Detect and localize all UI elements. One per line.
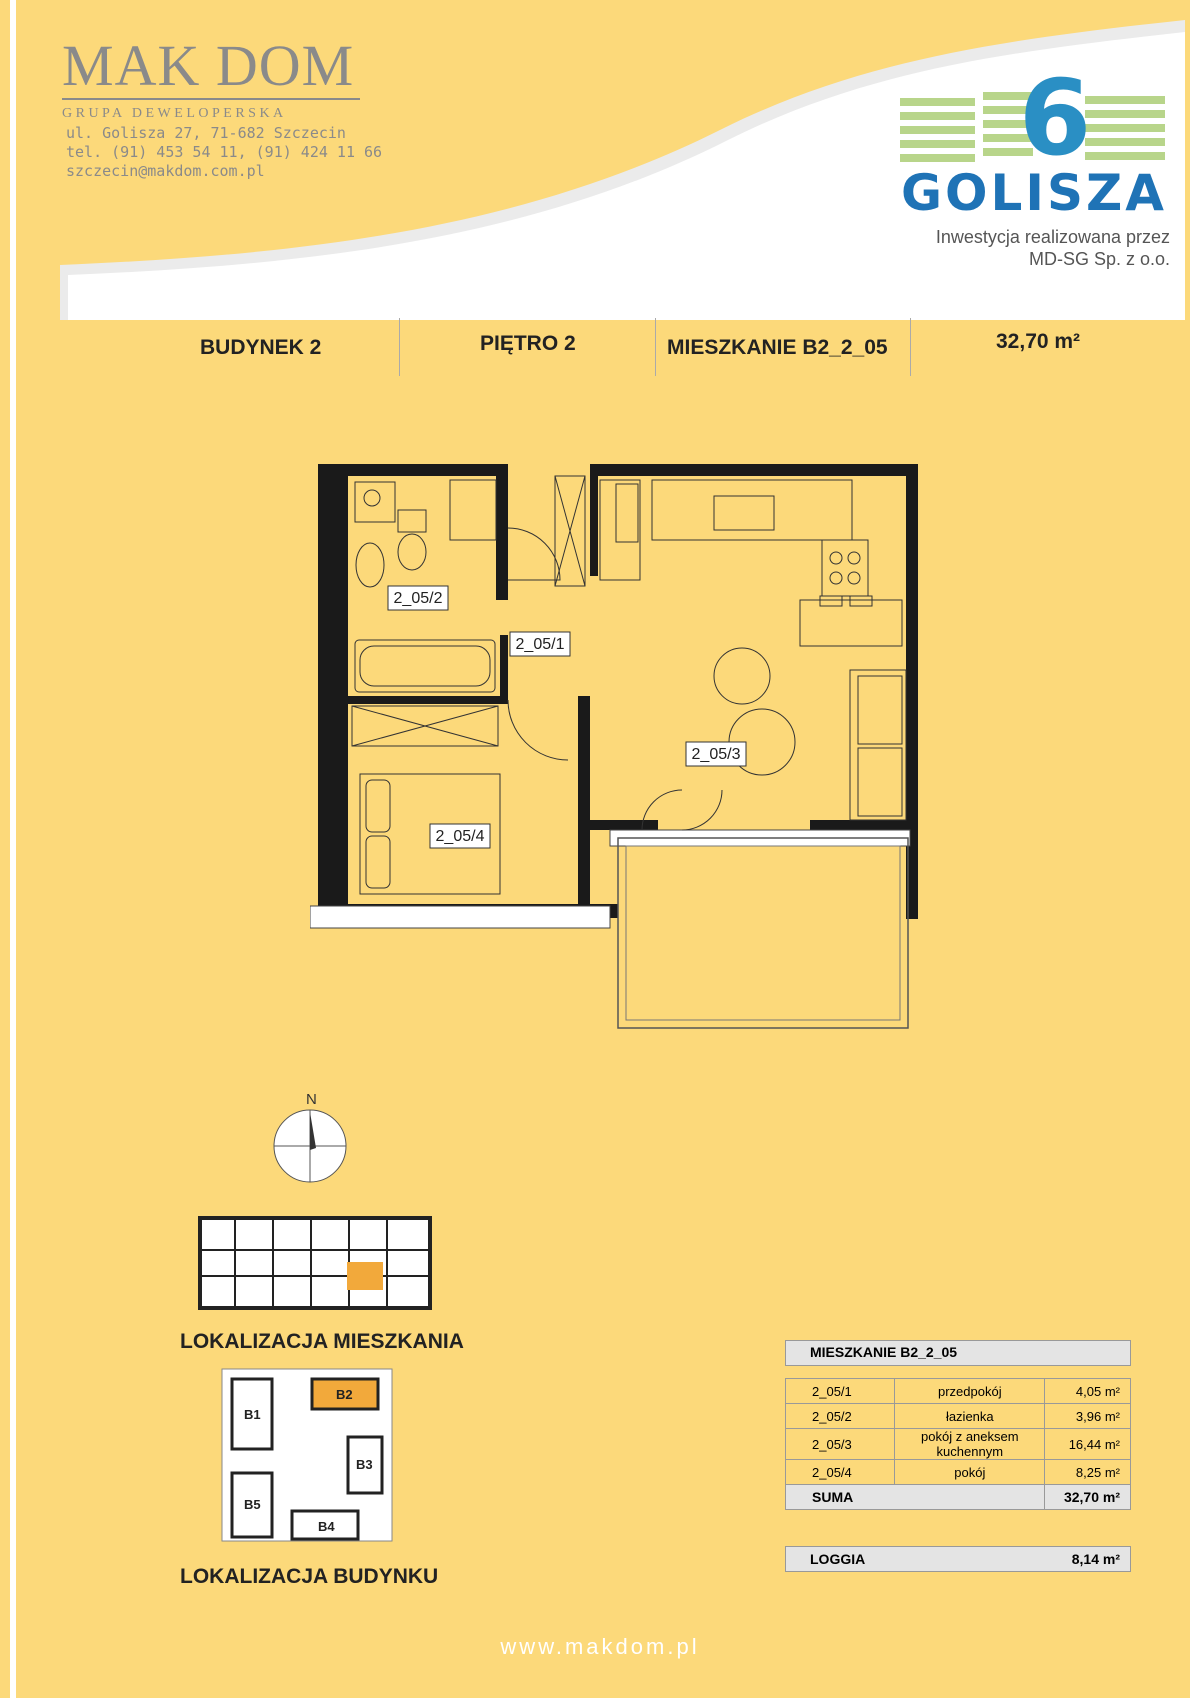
room-id: 2_05/3: [786, 1429, 895, 1460]
investor-line-2: MD-SG Sp. z o.o.: [1028, 249, 1170, 269]
building-label-b5: B5: [244, 1497, 261, 1512]
room-area: 4,05 m²: [1045, 1379, 1131, 1404]
compass-icon: [270, 1090, 360, 1186]
table-row: [786, 1429, 1131, 1460]
room-label: 2_05/1: [515, 636, 565, 653]
area-table-title: [785, 1340, 1131, 1366]
room-name: łazienka: [895, 1404, 1045, 1429]
compass-north-label: N: [306, 1091, 317, 1108]
room-area: 3,96 m²: [1045, 1404, 1131, 1429]
room-name: pokój z aneksem kuchennym: [895, 1429, 1045, 1460]
contact-block: [66, 124, 382, 181]
golisza-logo: [895, 56, 1175, 222]
wall: [318, 464, 348, 919]
wall: [578, 696, 590, 906]
sum-value: 32,70 m²: [1045, 1485, 1131, 1510]
header-floor: PIĘTRO 2: [480, 332, 576, 355]
room-area: 16,44 m²: [1045, 1429, 1131, 1460]
room-id: 2_05/2: [786, 1404, 895, 1429]
header-divider: [910, 318, 911, 376]
loggia-row: [785, 1546, 1131, 1572]
apartment-location-plan: [195, 1200, 435, 1310]
investor-line-1: Inwestycja realizowana przez: [935, 227, 1170, 247]
header-divider: [399, 318, 400, 376]
wall: [810, 820, 908, 830]
table-row: [786, 1379, 1131, 1404]
building-label-b2: B2: [336, 1387, 353, 1402]
makdom-logo: [62, 33, 360, 122]
header-apartment: MIESZKANIE B2_2_05: [667, 336, 888, 359]
wall: [500, 635, 508, 701]
building-label-b3: B3: [356, 1457, 373, 1472]
building-location-label: LOKALIZACJA BUDYNKU: [180, 1565, 439, 1588]
contact-address: ul. Golisza 27, 71-682 Szczecin: [66, 124, 346, 142]
sum-label: SUMA: [786, 1485, 1045, 1510]
loggia-value: 8,14 m²: [1071, 1551, 1120, 1567]
wall: [496, 476, 508, 600]
loggia-label: LOGGIA: [810, 1551, 866, 1567]
contact-email[interactable]: szczecin@makdom.com.pl: [66, 162, 265, 180]
golisza-number: 6: [1018, 57, 1092, 166]
wall: [590, 476, 598, 576]
wall: [578, 820, 658, 830]
building-label-b1: B1: [244, 1407, 261, 1422]
area-table-title-text: MIESZKANIE B2_2_05: [810, 1344, 958, 1360]
room-name: pokój: [895, 1460, 1045, 1485]
table-sum-row: [786, 1485, 1131, 1510]
header-building: BUDYNEK 2: [200, 336, 322, 359]
golisza-name: GOLISZA: [901, 164, 1167, 222]
footer-url[interactable]: www.makdom.pl: [500, 1634, 700, 1659]
room-label: 2_05/2: [393, 590, 443, 607]
apartment-highlight: [347, 1262, 383, 1290]
room-label: 2_05/4: [435, 828, 485, 845]
room-id: 2_05/4: [786, 1460, 895, 1485]
wall: [318, 464, 508, 476]
table-row: [786, 1404, 1131, 1429]
area-table: [785, 1378, 1131, 1510]
contact-phone: tel. (91) 453 54 11, (91) 424 11 66: [66, 143, 383, 161]
building-label-b4: B4: [318, 1519, 335, 1534]
room-id: 2_05/1: [786, 1379, 895, 1404]
floor-plan: [310, 440, 980, 1080]
room-name: przedpokój: [895, 1379, 1045, 1404]
logo-wordmark: MAK DOM: [62, 33, 355, 98]
apartment-location-label: LOKALIZACJA MIESZKANIA: [180, 1330, 464, 1353]
room-area: 8,25 m²: [1045, 1460, 1131, 1485]
golisza-emblem: [895, 56, 1175, 166]
wall: [348, 696, 508, 704]
header-divider: [655, 318, 656, 376]
wall: [590, 464, 908, 476]
room-label: 2_05/3: [691, 746, 741, 763]
header-area: 32,70 m²: [996, 330, 1081, 353]
logo-tagline: GRUPA DEWELOPERSKA: [62, 106, 287, 121]
logo-rule: [62, 98, 360, 100]
building-location-plan: [218, 1365, 398, 1545]
investor-credit: [936, 226, 1170, 270]
table-row: [786, 1460, 1131, 1485]
